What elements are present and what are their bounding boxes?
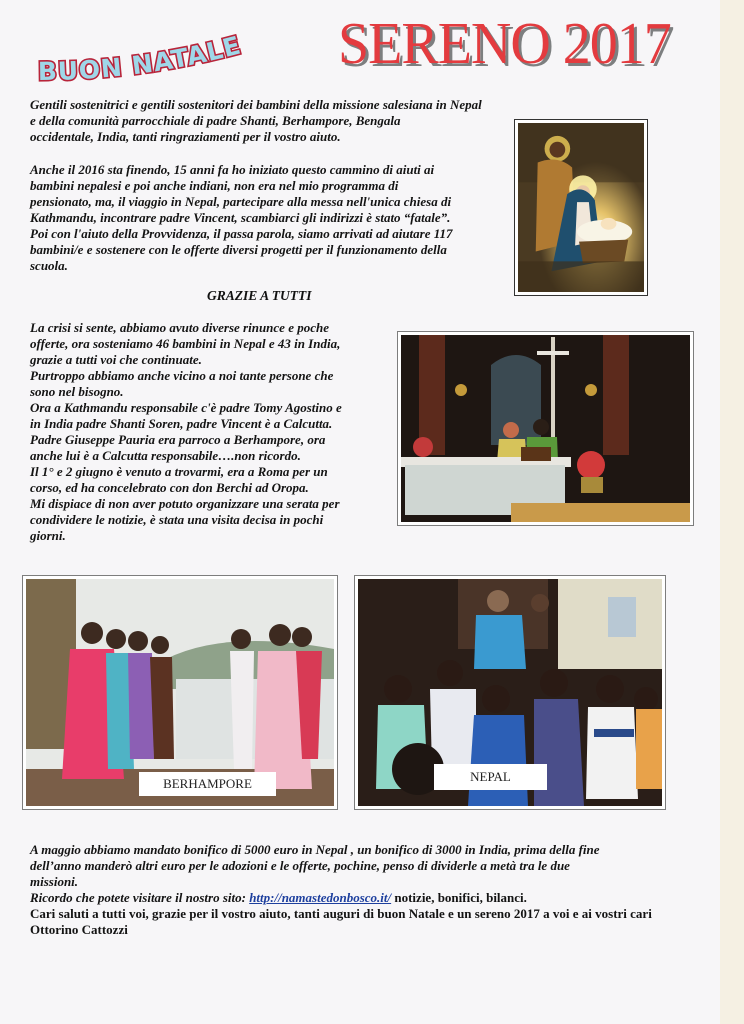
nepal-photo	[354, 575, 666, 810]
svg-text:BUON NATALE	[38, 30, 245, 86]
news-line: condividere le notizie, è stata una visita decisa in pochi	[30, 512, 324, 527]
closing-line: missioni.	[30, 874, 79, 889]
title-part1: BUON NATALE	[37, 30, 245, 87]
church-altar-photo	[397, 331, 694, 526]
history-paragraph	[30, 162, 453, 274]
history-line: Kathmandu, incontrare padre Vincent, scambiarci gli indirizzi è stato “fatale”.	[30, 210, 451, 225]
news-line: offerte, ora sosteniamo 46 bambini in Nepal e 43 in India,	[30, 336, 341, 351]
nepal-label: NEPAL	[434, 764, 547, 790]
history-line: bambini nepalesi e poi anche indiani, non era nel mio programma di	[30, 178, 399, 193]
history-line: scuola.	[30, 258, 68, 273]
intro-line: Gentili sostenitrici e gentili sostenitori dei bambini della missione salesiana in Nepal	[30, 97, 482, 112]
news-line: Mi dispiace di non aver potuto organizzare una serata per	[30, 496, 340, 511]
closing-paragraph	[30, 842, 652, 938]
history-line: bambini/e e sostenere con le offerte diversi progetti per il funzionamento della	[30, 242, 447, 257]
website-line	[30, 890, 652, 906]
grazie-heading: GRAZIE A TUTTI	[207, 288, 312, 303]
berhampore-photo	[22, 575, 338, 810]
title-sereno-2017: SERENO 2017	[338, 11, 671, 77]
nativity-illustration	[518, 123, 644, 292]
intro-paragraph	[30, 97, 482, 145]
site-suffix: notizie, bonifici, bilanci.	[391, 890, 527, 905]
website-link[interactable]: http://namastedonbosco.it/	[249, 890, 392, 905]
news-line: giorni.	[30, 528, 66, 543]
news-line: Il 1° e 2 giugno è venuto a trovarmi, era a Roma per un	[30, 464, 328, 479]
news-line: La crisi si sente, abbiamo avuto diverse rinunce e poche	[30, 320, 329, 335]
history-line: pensionato, ma, il viaggio in Nepal, partecipare alla messa nell'unica chiesa di	[30, 194, 452, 209]
page-edge-strip	[720, 0, 744, 1024]
news-line: in India padre Shanti Soren, padre Vincent è a Calcutta.	[30, 416, 333, 431]
nativity-image	[514, 119, 648, 296]
news-line: Padre Giuseppe Pauria era parroco a Berhampore, ora	[30, 432, 326, 447]
closing-line: dell’anno manderò altri euro per le adozioni e le offerte, pochine, penso di dividerle a metà tra le due	[30, 858, 570, 873]
closing-line: A maggio abbiamo mandato bonifico di 5000 euro in Nepal , un bonifico di 3000 in India, prima della fine	[30, 842, 600, 857]
berhampore-label: BERHAMPORE	[139, 772, 276, 796]
news-line: sono nel bisogno.	[30, 384, 124, 399]
altar-illustration	[401, 335, 690, 522]
history-line: Anche il 2016 sta finendo, 15 anni fa ho iniziato questo cammino di aiuti ai	[30, 162, 435, 177]
site-prefix: Ricordo che potete visitare il nostro sito:	[30, 890, 250, 905]
news-line: grazie a tutti voi che continuate.	[30, 352, 202, 367]
signature: Ottorino Cattozzi	[30, 922, 128, 937]
intro-line: occidentale, India, tanti ringraziamenti per il vostro aiuto.	[30, 129, 341, 144]
title-buon-natale	[36, 18, 326, 88]
greeting-line: Cari saluti a tutti voi, grazie per il vostro aiuto, tanti auguri di buon Natale e un sereno 2017 a voi e ai vostri cari	[30, 906, 652, 921]
news-line: anche lui è a Calcutta responsabile….non ricordo.	[30, 448, 301, 463]
news-paragraph	[30, 320, 342, 544]
news-line: Purtroppo abbiamo anche vicino a noi tante persone che	[30, 368, 334, 383]
intro-line: e della comunità parrocchiale di padre Shanti, Berhampore, Bengala	[30, 113, 401, 128]
history-line: Poi con l'aiuto della Provvidenza, il passa parola, siamo arrivati ad aiutare 117	[30, 226, 453, 241]
news-line: Ora a Kathmandu responsabile c'è padre Tomy Agostino e	[30, 400, 342, 415]
news-line: corso, ed ha concelebrato con don Berchi ad Oropa.	[30, 480, 309, 495]
